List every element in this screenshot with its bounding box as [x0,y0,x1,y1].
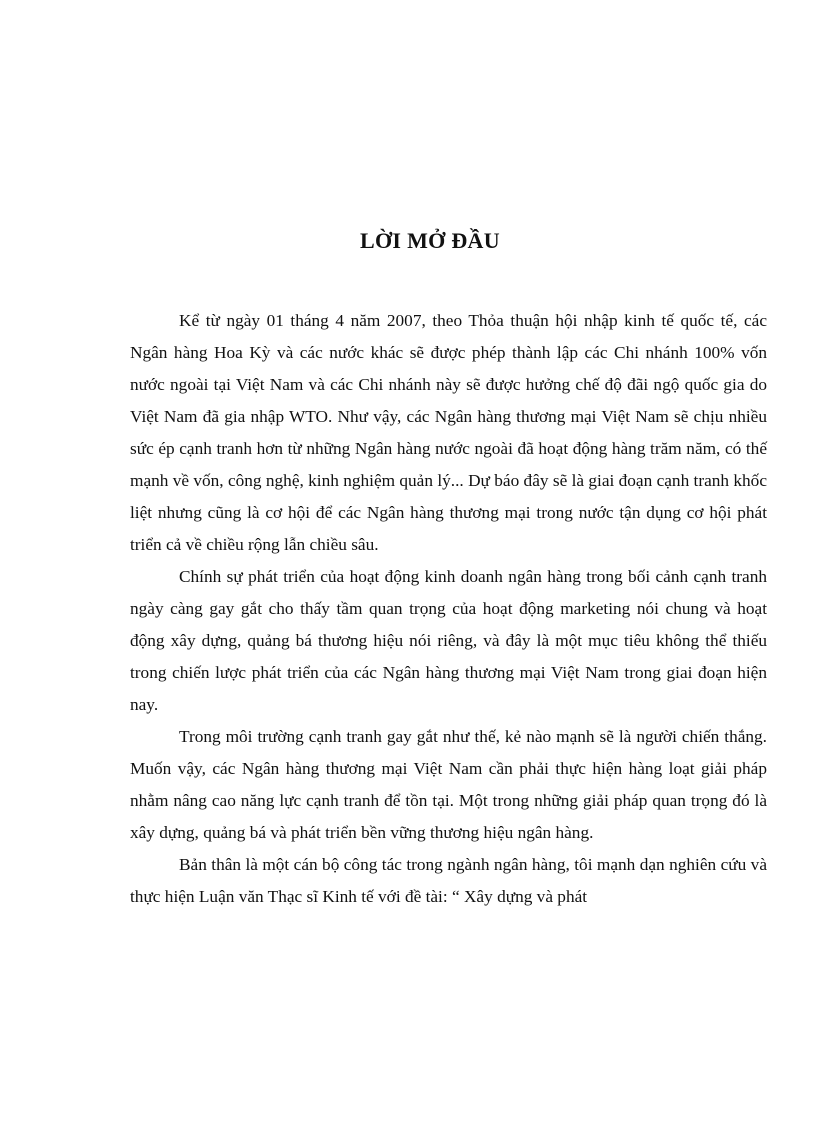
paragraph-4: Bản thân là một cán bộ công tác trong ngành ngân hàng, tôi mạnh dạn nghiên cứu và thực hiện Luận văn Thạc sĩ Kinh tế với đề tài: “ Xây dựng và phát [130,855,767,906]
paragraph-3: Trong môi trường cạnh tranh gay gắt như thế, kẻ nào mạnh sẽ là người chiến thắng. Muốn vậy, các Ngân hàng thương mại Việt Nam cần phải thực hiện hàng loạt giải pháp nhằm nâng cao năng lực cạnh tranh để tồn tại. Một trong những giải pháp quan trọng đó là xây dựng, quảng bá và phát triển bền vững thương hiệu ngân hàng. [130,727,767,842]
page-title: LỜI MỞ ĐẦU [360,228,500,253]
paragraph-1: Kể từ ngày 01 tháng 4 năm 2007, theo Thỏa thuận hội nhập kinh tế quốc tế, các Ngân hàng Hoa Kỳ và các nước khác sẽ được phép thành lập các Chi nhánh 100% vốn nước ngoài tại Việt Nam và các Chi nhánh này sẽ được hưởng chế độ đãi ngộ quốc gia do Việt Nam đã gia nhập WTO. Như vậy, các Ngân hàng thương mại Việt Nam sẽ chịu nhiều sức ép cạnh tranh hơn từ những Ngân hàng nước ngoài đã hoạt động hàng trăm năm, có thế mạnh về vốn, công nghệ, kinh nghiệm quản lý... Dự báo đây sẽ là giai đoạn cạnh tranh khốc liệt nhưng cũng là cơ hội để các Ngân hàng thương mại trong nước tận dụng cơ hội phát triển cả về chiều rộng lẫn chiều sâu. [130,311,767,554]
body-text [130,305,767,913]
paragraph-2: Chính sự phát triển của hoạt động kinh doanh ngân hàng trong bối cảnh cạnh tranh ngày càng gay gắt cho thấy tầm quan trọng của hoạt động marketing nói chung và hoạt động xây dựng, quảng bá thương hiệu nói riêng, và đây là một mục tiêu không thể thiếu trong chiến lược phát triển của các Ngân hàng thương mại Việt Nam trong giai đoạn hiện nay. [130,567,767,714]
